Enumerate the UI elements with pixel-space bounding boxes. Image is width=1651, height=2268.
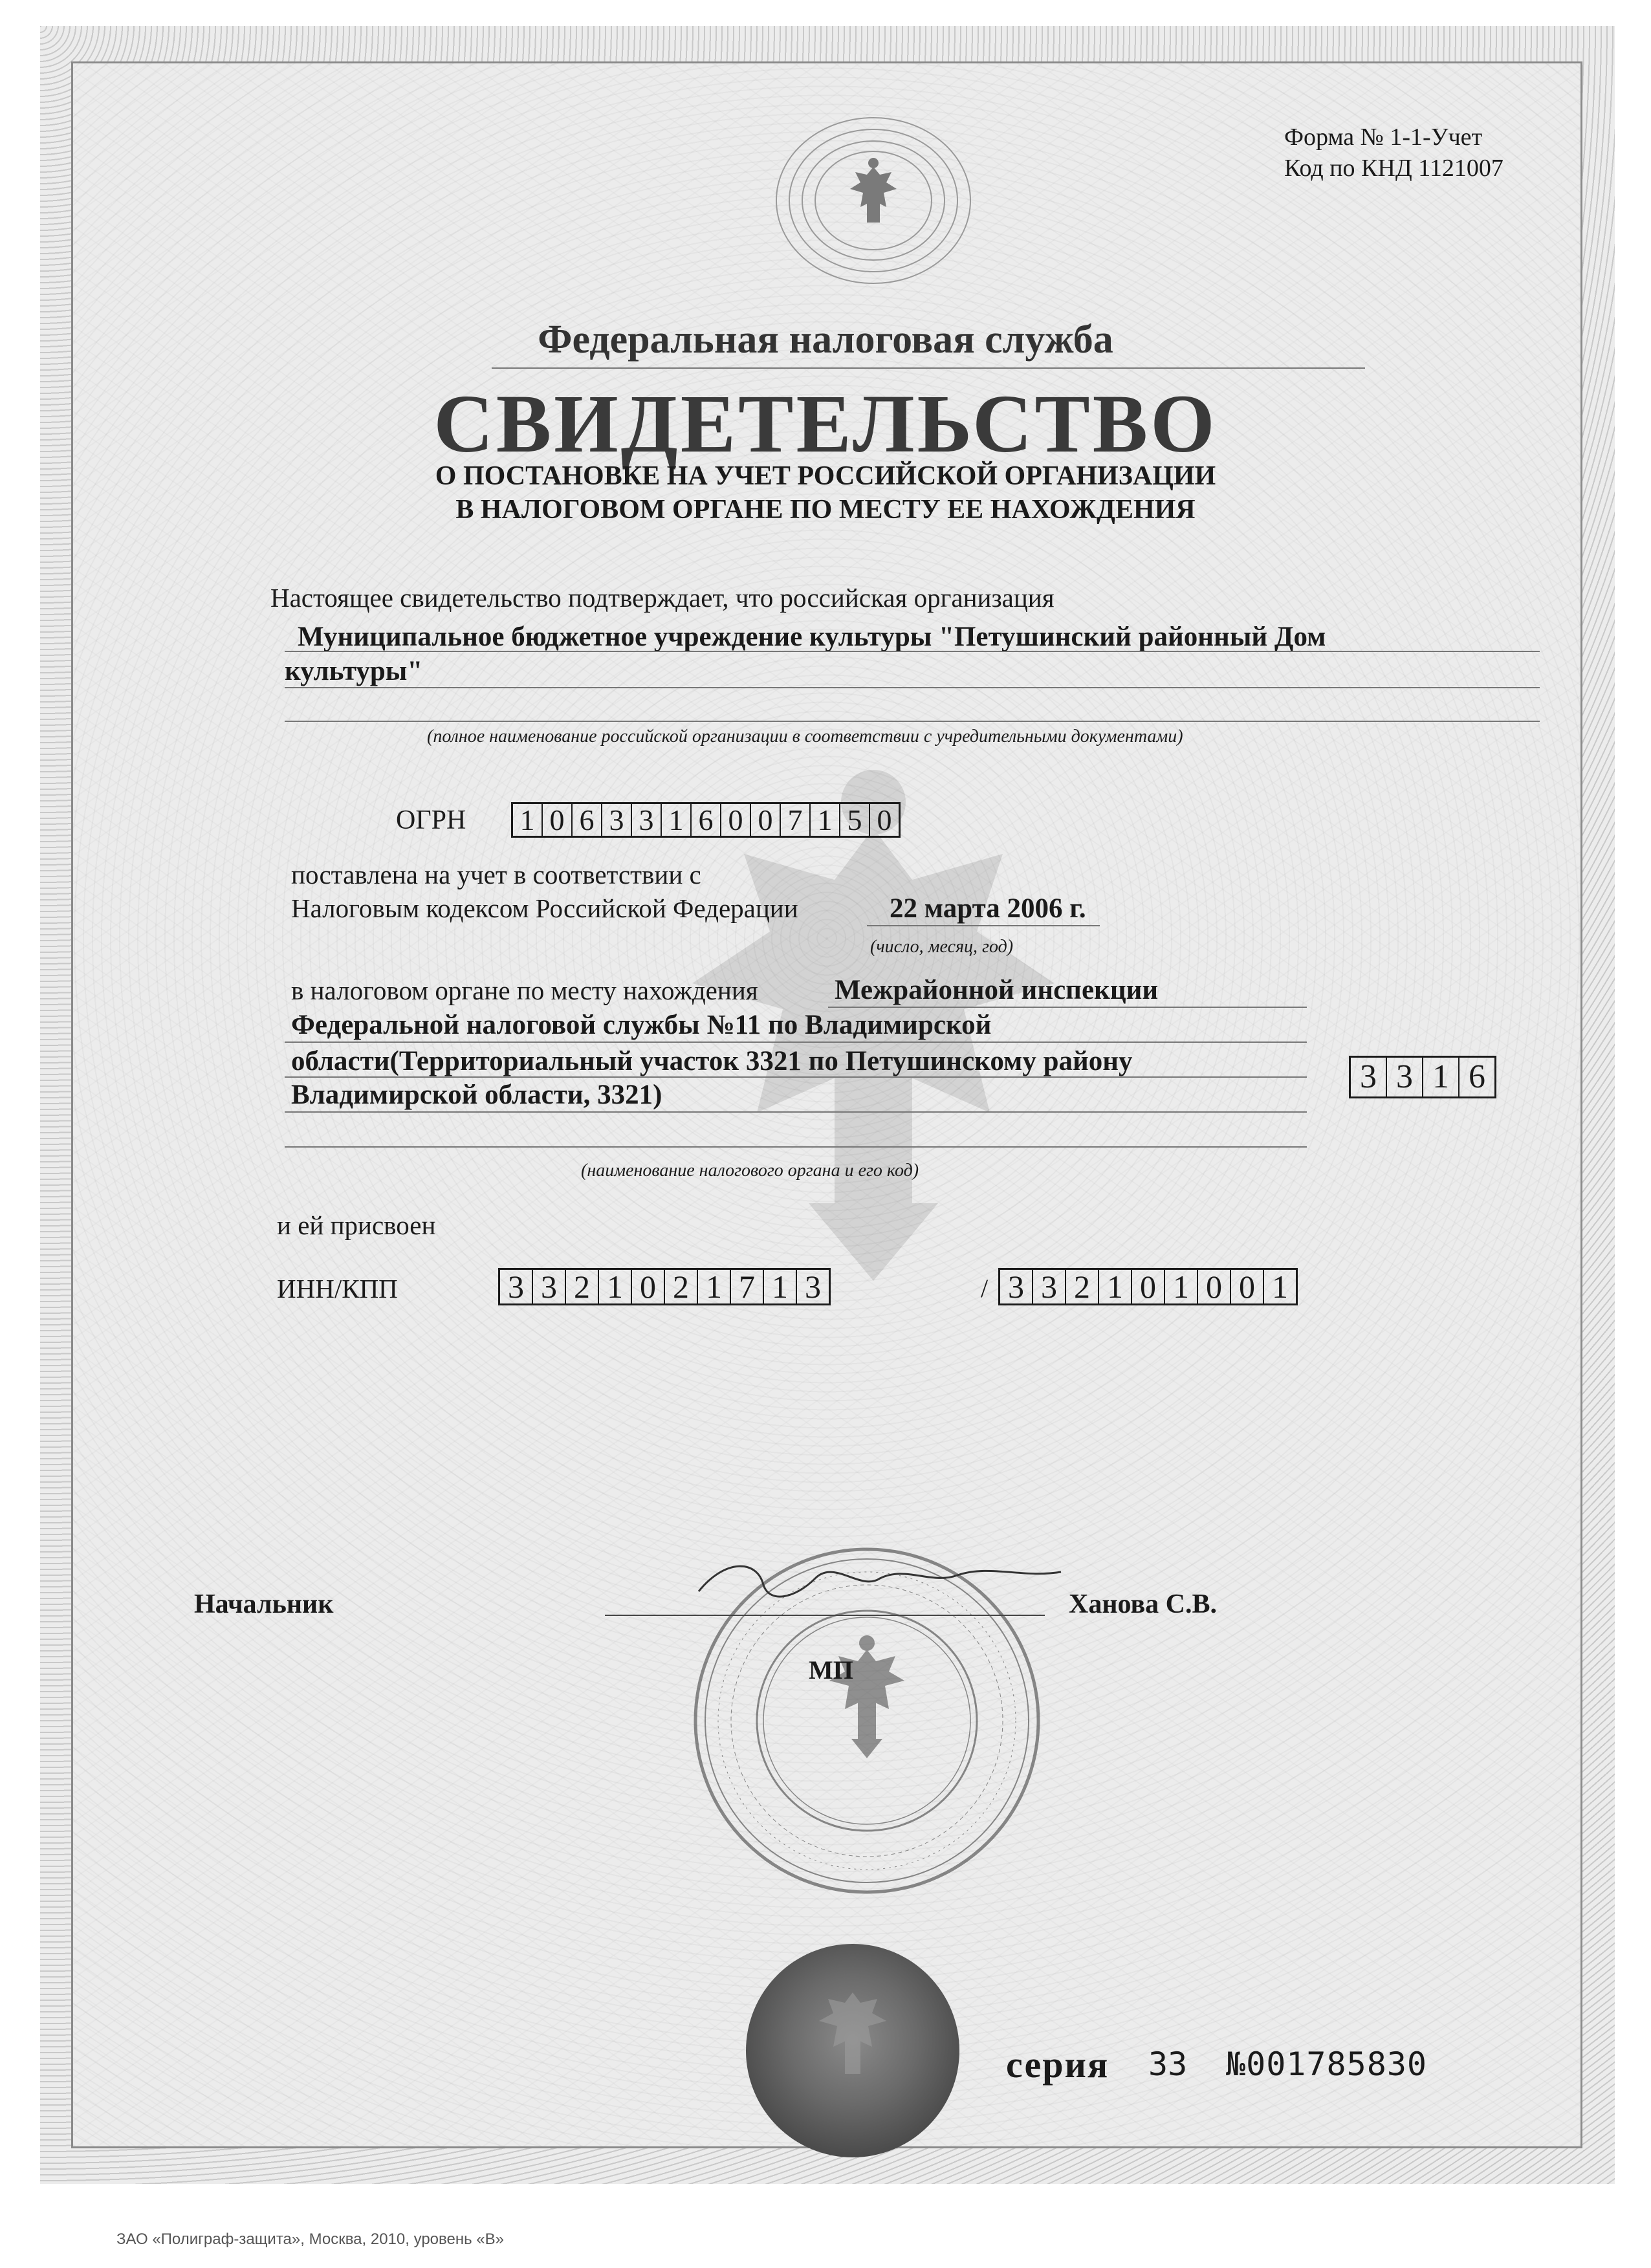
document-title: СВИДЕТЕЛЬСТВО (433, 378, 1218, 470)
inn-digit: 2 (566, 1270, 599, 1303)
ogrn-digit: 6 (573, 804, 602, 836)
tax-code-digit: 1 (1423, 1058, 1460, 1096)
kpp-digit: 3 (1000, 1270, 1033, 1303)
ogrn-label: ОГРН (396, 805, 466, 835)
registration-date-hint: (число, месяц, год) (870, 937, 1014, 957)
kpp-digit-boxes (998, 1268, 1298, 1305)
ogrn-digit: 3 (632, 804, 662, 836)
coat-of-arms-emblem-icon (770, 110, 977, 291)
fill-line (828, 1007, 1307, 1008)
form-code: Код по КНД 1121007 (1284, 155, 1503, 182)
kpp-digit: 3 (1033, 1270, 1066, 1303)
stamp-place-label: МП (809, 1655, 853, 1685)
kpp-digit: 0 (1198, 1270, 1231, 1303)
fill-line (285, 687, 1540, 688)
tax-authority-name-line4: Владимирской области, 3321) (291, 1080, 662, 1110)
signer-name: Ханова С.В. (1069, 1589, 1218, 1619)
inn-kpp-separator: / (981, 1274, 989, 1303)
registration-text-line1: поставлена на учет в соответствии с (291, 860, 701, 889)
ogrn-digit: 0 (721, 804, 751, 836)
tax-code-digit: 3 (1351, 1058, 1387, 1096)
fill-line (285, 721, 1540, 722)
inn-digit: 3 (805, 1269, 821, 1305)
ogrn-digit: 7 (781, 804, 811, 836)
registration-date: 22 марта 2006 г. (890, 893, 1086, 924)
organization-name-line2: культуры" (285, 656, 423, 686)
kpp-digit: 1 (1272, 1269, 1288, 1305)
inn-digit: 1 (599, 1270, 632, 1303)
fill-line (285, 1146, 1307, 1148)
serial-number: №001785830 (1226, 2045, 1428, 2083)
series-label: серия (1006, 2044, 1110, 2086)
organization-name-line1: Муниципальное бюджетное учреждение культуры "Петушинский районный Дом (298, 622, 1326, 652)
organization-name-hint: (полное наименование российской организации в соответствии с учредительными документами) (427, 726, 1183, 747)
handwritten-signature (686, 1553, 1074, 1611)
document-subtitle-line2: В НАЛОГОВОМ ОРГАНЕ ПО МЕСТУ ЕЕ НАХОЖДЕНИЯ (455, 495, 1196, 525)
inn-digit: 0 (632, 1270, 665, 1303)
tax-authority-intro: в налоговом органе по месту нахождения (291, 976, 758, 1005)
issuer-title: Федеральная налоговая служба (538, 318, 1113, 362)
ogrn-digit: 6 (692, 804, 721, 836)
kpp-digit: 0 (1231, 1270, 1264, 1303)
printer-imprint: ЗАО «Полиграф-защита», Москва, 2010, уровень «В» (116, 2230, 504, 2248)
fill-line (285, 1041, 1307, 1043)
kpp-digit: 1 (1099, 1270, 1132, 1303)
registration-text-line2: Налоговым кодексом Российской Федерации (291, 893, 798, 923)
ogrn-digit: 0 (751, 804, 781, 836)
intro-text: Настоящее свидетельство подтверждает, что российская организация (270, 583, 1055, 613)
ogrn-digit: 5 (840, 804, 870, 836)
tax-authority-name-line3: области(Территориальный участок 3321 по Петушинскому району (291, 1046, 1133, 1076)
ogrn-digit: 1 (513, 804, 543, 836)
inn-digit: 2 (665, 1270, 698, 1303)
inn-digit: 1 (764, 1270, 797, 1303)
inn-kpp-label: ИНН/КПП (277, 1274, 398, 1303)
document-subtitle-line1: О ПОСТАНОВКЕ НА УЧЕТ РОССИЙСКОЙ ОРГАНИЗАЦИИ (435, 461, 1216, 491)
ogrn-digit: 3 (602, 804, 632, 836)
tax-authority-name-line1: Межрайонной инспекции (835, 975, 1159, 1005)
inn-digit-boxes (498, 1268, 831, 1305)
ogrn-digit: 0 (877, 803, 892, 836)
tax-code-digit: 3 (1387, 1058, 1423, 1096)
inn-digit: 1 (698, 1270, 731, 1303)
date-fill-line (867, 925, 1100, 926)
kpp-digit: 1 (1165, 1270, 1198, 1303)
inn-digit: 7 (731, 1270, 764, 1303)
ogrn-digit: 1 (811, 804, 840, 836)
ogrn-digit-boxes (511, 802, 901, 838)
fill-line (285, 1111, 1307, 1113)
ogrn-digit: 1 (662, 804, 692, 836)
assignment-text: и ей присвоен (277, 1210, 436, 1240)
inn-digit: 3 (533, 1270, 566, 1303)
tax-authority-name-line2: Федеральной налоговой службы №11 по Владимирской (291, 1010, 992, 1040)
title-divider (492, 367, 1365, 369)
ogrn-digit: 0 (543, 804, 573, 836)
tax-authority-hint: (наименование налогового органа и его код) (581, 1161, 919, 1181)
tax-authority-code-boxes (1349, 1056, 1496, 1098)
form-number: Форма № 1-1-Учет (1284, 124, 1483, 151)
signer-position: Начальник (194, 1589, 334, 1619)
tax-code-digit: 6 (1469, 1058, 1485, 1095)
fill-line (285, 1076, 1307, 1078)
fill-line (285, 651, 1540, 652)
hologram-sticker-icon (743, 1941, 963, 2161)
series-value: 33 (1148, 2045, 1188, 2083)
signature-line (605, 1615, 1045, 1616)
kpp-digit: 2 (1066, 1270, 1099, 1303)
inn-digit: 3 (500, 1270, 533, 1303)
kpp-digit: 0 (1132, 1270, 1165, 1303)
